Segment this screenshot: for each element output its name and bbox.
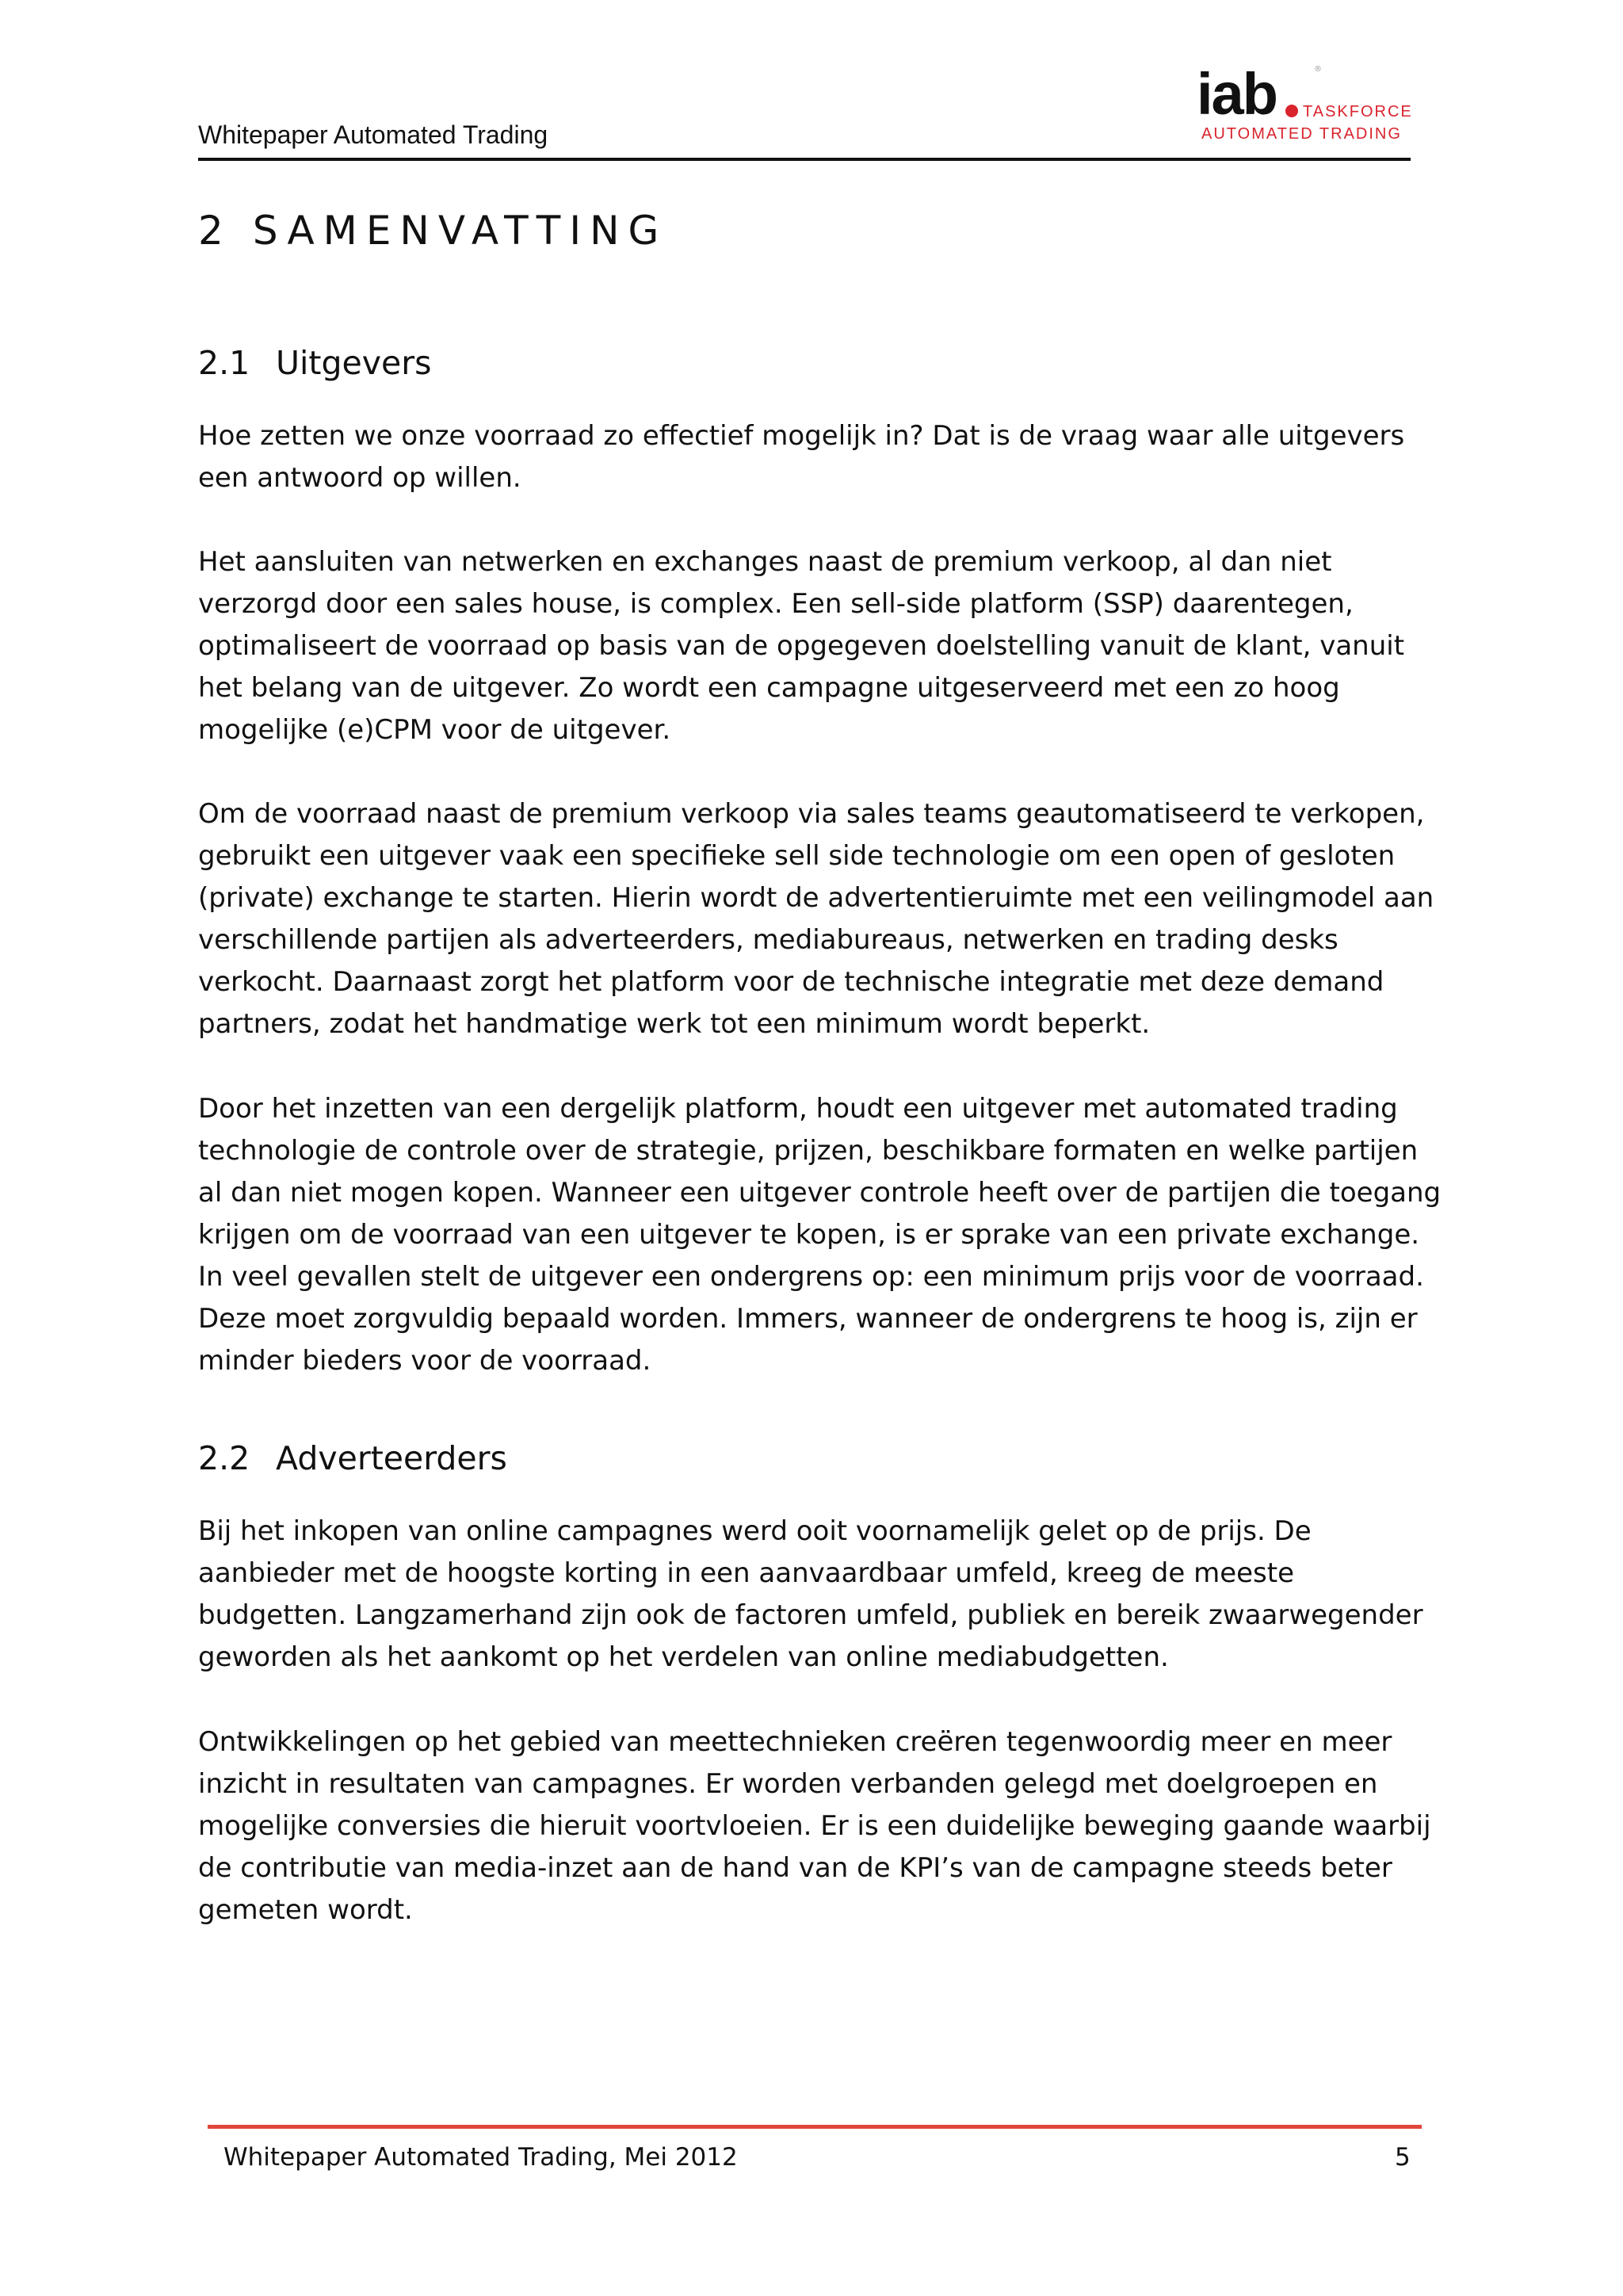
page-number: 5 xyxy=(1395,2143,1411,2172)
chapter-heading xyxy=(198,208,667,254)
footer-text: Whitepaper Automated Trading, Mei 2012 xyxy=(223,2143,738,2172)
section-title: Adverteerders xyxy=(276,1439,507,1477)
logo-registered-mark: ® xyxy=(1314,65,1322,74)
logo-iab-text: iab xyxy=(1197,61,1277,127)
iab-logo xyxy=(1197,61,1426,152)
logo-dot-icon xyxy=(1285,105,1298,117)
section-number: 2.2 xyxy=(198,1439,250,1477)
chapter-title: SAMENVATTING xyxy=(252,208,668,254)
header-title: Whitepaper Automated Trading xyxy=(198,120,548,149)
logo-automated-trading-text: AUTOMATED TRADING xyxy=(1201,125,1402,143)
paragraph: Bij het inkopen van online campagnes werd ooit voornamelijk gelet op de prijs. De aanbieder met de hoogste korting in een aanvaardbaar umfeld, kreeg de meeste budgetten. Langzamerhand zijn ook de factoren umfeld, publiek en bereik zwaarwegender geworden als het aankomt op het verdelen van online mediabudgetten. xyxy=(198,1515,1423,1673)
section-heading-adverteerders xyxy=(198,1439,507,1477)
section-title: Uitgevers xyxy=(276,344,432,382)
chapter-number: 2 xyxy=(198,208,232,254)
section-heading-uitgevers xyxy=(198,344,431,382)
logo-taskforce-text: TASKFORCE xyxy=(1303,103,1413,120)
paragraph: Hoe zetten we onze voorraad zo effectief mogelijk in? Dat is de vraag waar alle uitgevers een antwoord op willen. xyxy=(198,420,1405,494)
footer-divider xyxy=(208,2125,1422,2129)
paragraph: Door het inzetten van een dergelijk platform, houdt een uitgever met automated trading technologie de controle over de strategie, prijzen, beschikbare formaten en welke partijen al dan niet mogen kopen. Wanneer een uitgever controle heeft over de partijen die toegang krijgen om de voorraad van een uitgever te kopen, is er sprake van een private exchange. In veel gevallen stelt de uitgever een ondergrens op: een minimum prijs voor de voorraad. Deze moet zorgvuldig bepaald worden. Immers, wanneer de ondergrens te hoog is, zijn er minder bieders voor de voorraad. xyxy=(198,1093,1442,1377)
paragraph: Om de voorraad naast de premium verkoop via sales teams geautomatiseerd te verkopen, gebruikt een uitgever vaak een specifieke sell side technologie om een open of gesloten (private) exchange te starten. Hierin wordt de advertentieruimte met een veilingmodel aan verschillende partijen als adverteerders, mediabureaus, netwerken en trading desks verkocht. Daarnaast zorgt het platform voor de technische integratie met deze demand partners, zodat het handmatige werk tot een minimum wordt beperkt. xyxy=(198,798,1434,1040)
paragraph: Het aansluiten van netwerken en exchanges naast de premium verkoop, al dan niet verzorgd door een sales house, is complex. Een sell-side platform (SSP) daarentegen, optimaliseert de voorraad op basis van de opgegeven doelstelling vanuit de klant, vanuit het belang van de uitgever. Zo wordt een campagne uitgeserveerd met een zo hoog mogelijke (e)CPM voor de uitgever. xyxy=(198,546,1405,746)
paragraph: Ontwikkelingen op het gebied van meettechnieken creëren tegenwoordig meer en meer inzicht in resultaten van campagnes. Er worden verbanden gelegd met doelgroepen en mogelijke conversies die hieruit voortvloeien. Er is een duidelijke beweging gaande waarbij de contributie van media-inzet aan de hand van de KPI’s van de campagne steeds beter gemeten wordt. xyxy=(198,1726,1431,1926)
section-number: 2.1 xyxy=(198,344,250,382)
header-divider xyxy=(198,158,1411,161)
